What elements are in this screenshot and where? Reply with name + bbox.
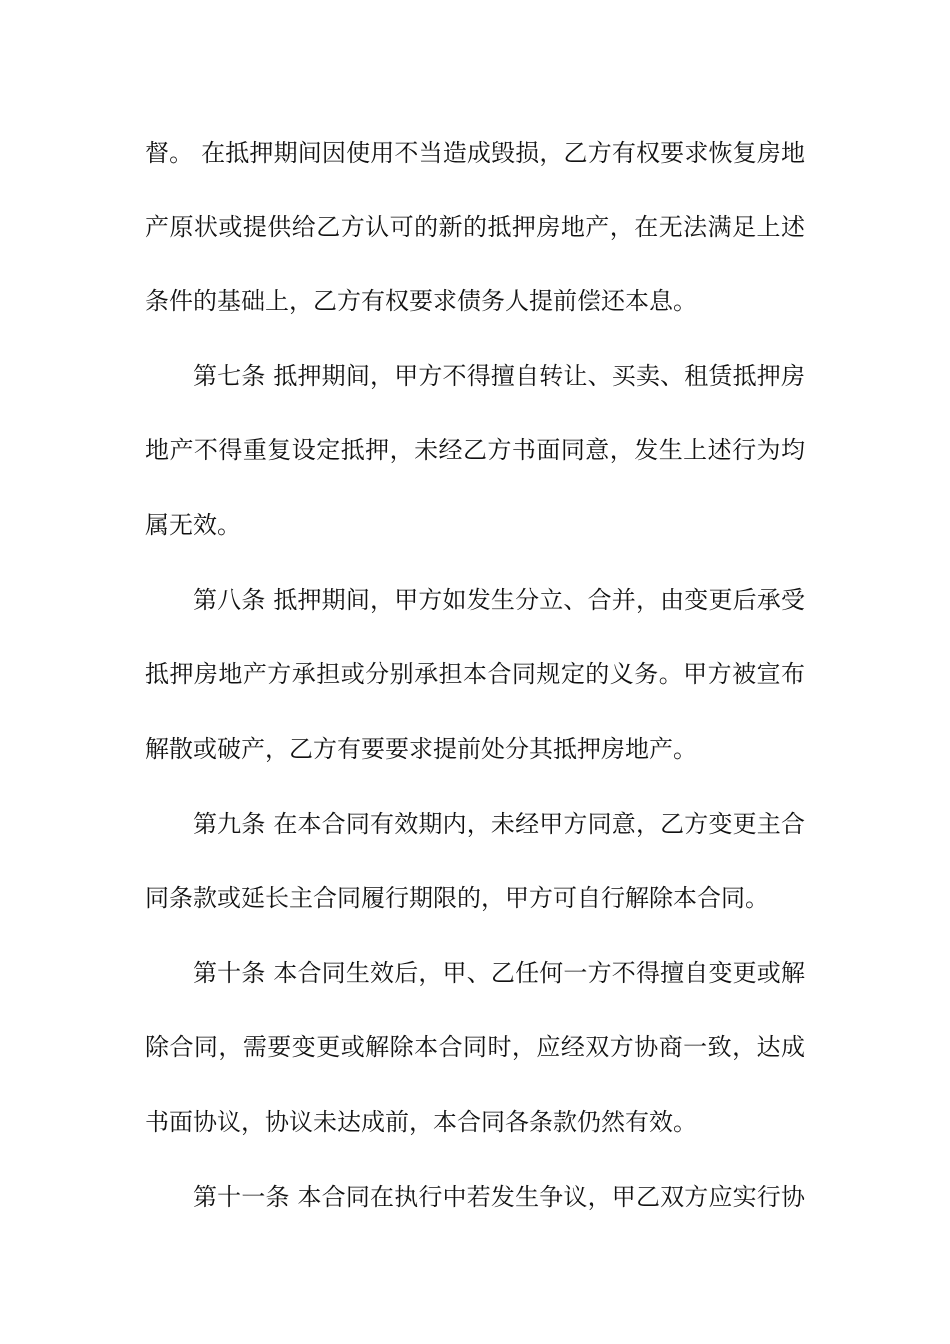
text-line-3: 条件的基础上，乙方有权要求债务人提前偿还本息。 [145, 287, 697, 315]
article-9-line-1: 第九条 在本合同有效期内，未经甲方同意，乙方变更主合 [193, 810, 805, 838]
article-7-line-2: 地产不得重复设定抵押，未经乙方书面同意，发生上述行为均 [145, 436, 805, 464]
article-8-line-2: 抵押房地产方承担或分别承担本合同规定的义务。甲方被宣布 [145, 660, 805, 688]
article-7-line-3: 属无效。 [145, 511, 241, 539]
article-8-line-3: 解散或破产，乙方有要要求提前处分其抵押房地产。 [145, 735, 697, 763]
article-9-line-2: 同条款或延长主合同履行期限的，甲方可自行解除本合同。 [145, 884, 769, 912]
text-line-1: 督。 在抵押期间因使用不当造成毁损，乙方有权要求恢复房地 [145, 139, 805, 167]
article-7-line-1: 第七条 抵押期间，甲方不得擅自转让、买卖、租赁抵押房 [193, 362, 805, 390]
article-10-line-1: 第十条 本合同生效后，甲、乙任何一方不得擅自变更或解 [193, 959, 805, 987]
article-11-line-1: 第十一条 本合同在执行中若发生争议，甲乙双方应实行协 [193, 1183, 805, 1211]
article-10-line-2: 除合同，需要变更或解除本合同时，应经双方协商一致，达成 [145, 1033, 805, 1061]
text-line-2: 产原状或提供给乙方认可的新的抵押房地产，在无法满足上述 [145, 213, 805, 241]
article-10-line-3: 书面协议，协议未达成前，本合同各条款仍然有效。 [145, 1108, 697, 1136]
article-8-line-1: 第八条 抵押期间，甲方如发生分立、合并，由变更后承受 [193, 586, 805, 614]
